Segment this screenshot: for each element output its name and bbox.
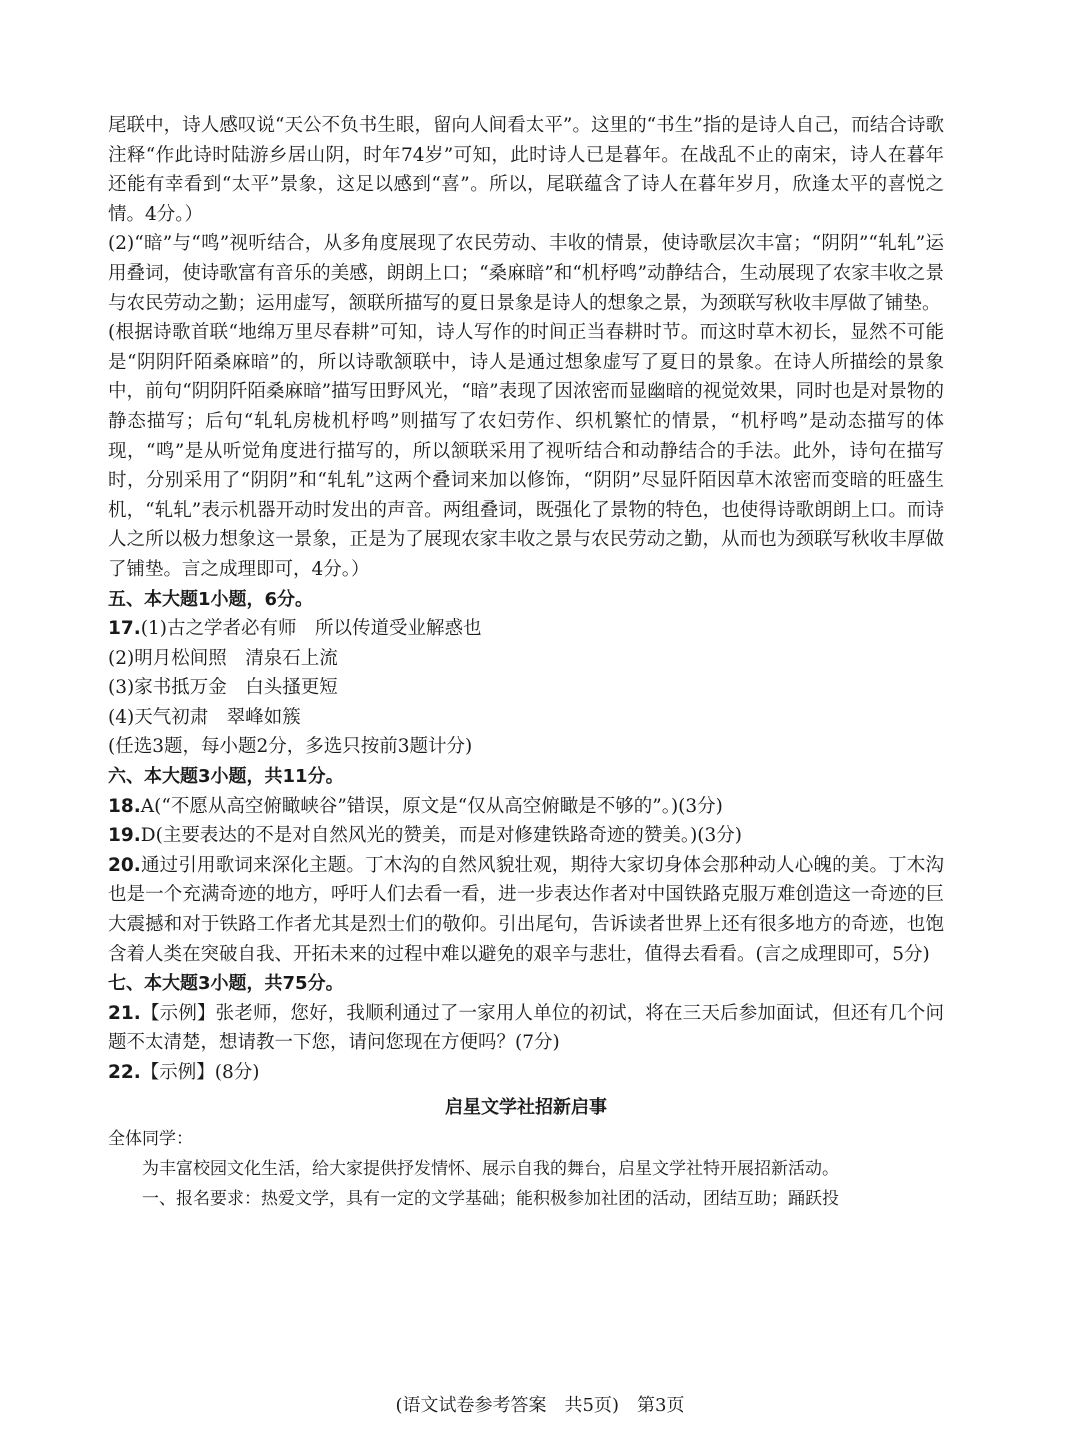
question-17-note: (任选3题，每小题2分，多选只按前3题计分) (108, 736, 473, 758)
question-21-answer: 【示例】张老师，您好，我顺利通过了一家用人单位的初试，将在三天后参加面试，但还有几个问题不太清楚，想请教一下您，请问您现在方便吗？(7分) (108, 1002, 944, 1054)
question-17-answer-4: (4)天气初肃 翠峰如簇 (108, 706, 301, 728)
answer-page (108, 111, 944, 1214)
question-20-answer: 通过引用歌词来深化主题。丁木沟的自然风貌壮观，期待大家切身体会那种动人心魄的美。丁木沟也是一个充满奇迹的地方，呼吁人们去看一看，进一步表达作者对中国铁路克服万难创造这一奇迹的巨大震撼和对于铁路工作者尤其是烈士们的敬仰。引出尾句，告诉读者世界上还有很多地方的奇迹，也饱含着人类在突破自我、开拓未来的过程中难以避免的艰辛与悲壮，值得去看看。(言之成理即可，5分) (108, 854, 944, 965)
question-19-answer: D(主要表达的不是对自然风光的赞美，而是对修建铁路奇迹的赞美。)(3分) (140, 825, 743, 847)
question-21-number: 21. (108, 1002, 141, 1024)
section-7-heading: 七、本大题3小题，共75分。 (108, 973, 344, 995)
analysis-paragraph-1: 尾联中，诗人感叹说“天公不负书生眼，留向人间看太平”。这里的“书生”指的是诗人自己，而结合诗歌注释“作此诗时陆游乡居山阴，时年74岁”可知，此时诗人已是暮年。在战乱不止的南宋，诗人在暮年还能有幸看到“太平”景象，这足以感到“喜”。所以，尾联蕴含了诗人在暮年岁月，欣逢太平的喜悦之情。4分。） (108, 115, 944, 225)
question-17-answer-2: (2)明月松间照 清泉石上流 (108, 647, 338, 669)
question-17-answer-3: (3)家书抵万金 白头搔更短 (108, 677, 338, 699)
question-22-answer: 【示例】(8分) (140, 1062, 260, 1083)
question-22-number: 22. (108, 1062, 141, 1083)
question-19-number: 19. (108, 825, 141, 847)
question-20 (108, 851, 944, 969)
notice-salutation: 全体同学： (108, 1128, 193, 1149)
section-5-heading: 五、本大题1小题，6分。 (108, 588, 314, 610)
page-footer: (语文试卷参考答案 共5页) 第3页 (395, 1395, 685, 1416)
analysis-paragraph-2: (2)“暗”与“鸣”视听结合，从多角度展现了农民劳动、丰收的情景，使诗歌层次丰富；“阴阴”“轧轧”运用叠词，使诗歌富有音乐的美感，朗朗上口；“桑麻暗”和“机杼鸣”动静结合，生动展现了农家丰收之景与农民劳动之勤；运用虚写，颔联所描写的夏日景象是诗人的想象之景，为颈联写秋收丰厚做了铺垫。 (108, 233, 944, 314)
question-19 (108, 821, 944, 851)
question-18-answer: A(“不愿从高空俯瞰峡谷”错误，原文是“仅从高空俯瞰是不够的”。)(3分) (140, 795, 723, 817)
question-18-number: 18. (108, 795, 141, 817)
notice-title: 启星文学社招新启事 (445, 1096, 607, 1118)
notice-body-2: 一、报名要求：热爱文学，具有一定的文学基础；能积极参加社团的活动，团结互助；踊跃投 (142, 1188, 839, 1209)
notice-body-1: 为丰富校园文化生活，给大家提供抒发情怀、展示自我的舞台，启星文学社特开展招新活动。 (142, 1158, 839, 1179)
question-18 (108, 792, 944, 822)
question-22 (108, 1058, 944, 1088)
analysis-paragraph-3: (根据诗歌首联“地绵万里尽春耕”可知，诗人写作的时间正当春耕时节。而这时草木初长，显然不可能是“阴阴阡陌桑麻暗”的，所以诗歌颔联中，诗人是通过想象虚写了夏日的景象。在诗人所描绘的景象中，前句“阴阴阡陌桑麻暗”描写田野风光，“暗”表现了因浓密而显幽暗的视觉效果，同时也是对景物的静态描写；后句“轧轧房栊机杼鸣”则描写了农妇劳作、织机繁忙的情景，“机杼鸣”是动态描写的体现，“鸣”是从听觉角度进行描写的，所以颔联采用了视听结合和动静结合的手法。此外，诗句在描写时，分别采用了“阴阴”和“轧轧”这两个叠词来加以修饰，“阴阴”尽显阡陌因草木浓密而变暗的旺盛生机，“轧轧”表示机器开动时发出的声音。两组叠词，既强化了景物的特色，也使得诗歌朗朗上口。而诗人之所以极力想象这一景象，正是为了展现农家丰收之景与农民劳动之勤，从而也为颈联写秋收丰厚做了铺垫。言之成理即可，4分。） (108, 322, 944, 580)
section-6-heading: 六、本大题3小题，共11分。 (108, 766, 344, 788)
question-17-number: 17. (108, 618, 141, 640)
question-21 (108, 999, 944, 1058)
question-20-number: 20. (108, 854, 141, 876)
question-17-answer-1: (1)古之学者必有师 所以传道受业解惑也 (140, 618, 482, 640)
question-17-item-1 (108, 614, 944, 644)
